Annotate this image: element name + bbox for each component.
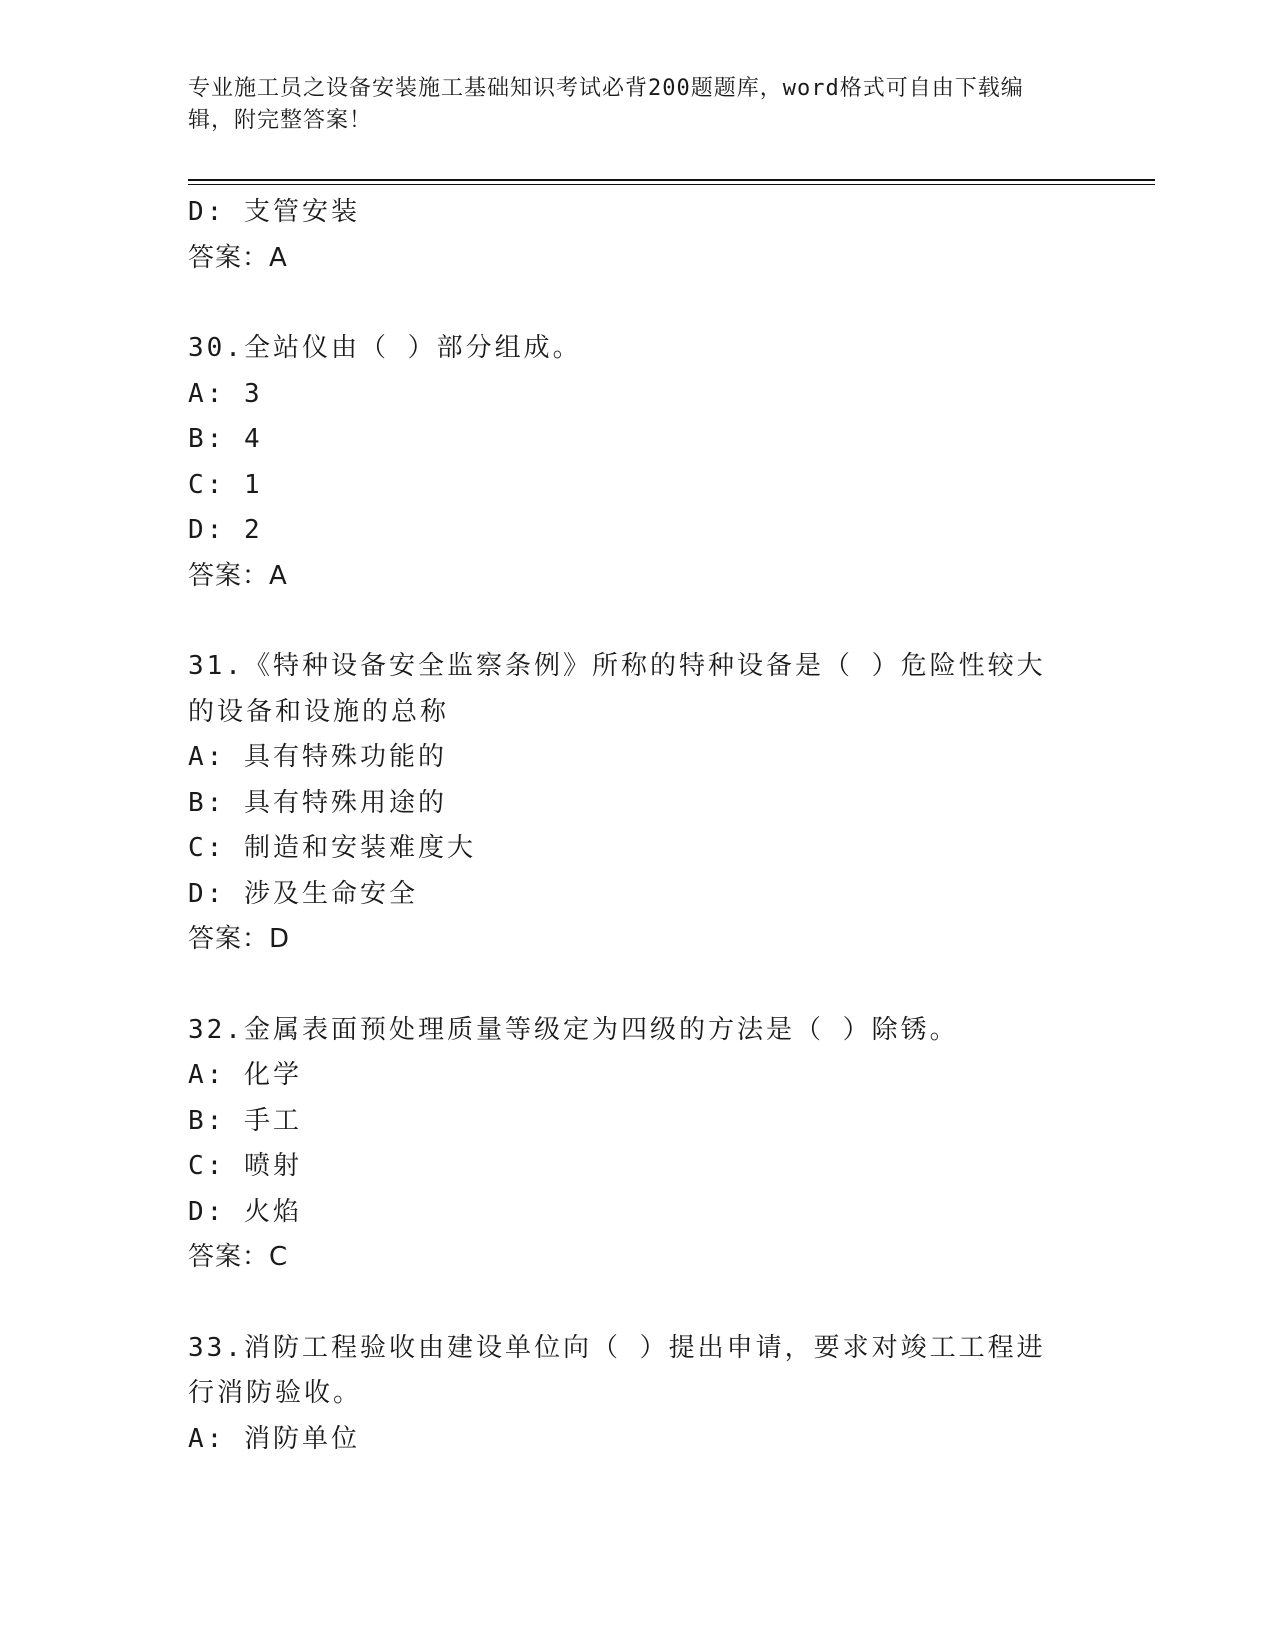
option-b: B: 具有特殊用途的 [188, 787, 447, 818]
question-list [188, 190, 1088, 1462]
option-a: A: 具有特殊功能的 [188, 742, 447, 772]
answer: 答案：A [188, 560, 288, 591]
option-c: C: 制造和安装难度大 [188, 833, 476, 863]
question-32: 32.金属表面预处理质量等级定为四级的方法是（ ）除锈。 [188, 1014, 959, 1045]
option-a: A: 3 [188, 378, 263, 409]
header-divider [188, 179, 1155, 181]
option-d: D: 支管安装 [188, 197, 360, 227]
option-a: A: 化学 [188, 1060, 302, 1090]
option-d: D: 2 [188, 515, 263, 545]
option-b: B: 4 [188, 424, 263, 454]
document-header: 专业施工员之设备安装施工基础知识考试必背200题题库，word格式可自由下载编辑，附完整答案！ [188, 76, 1024, 133]
option-c: C: 1 [188, 469, 263, 500]
option-c: C: 喷射 [188, 1151, 302, 1181]
option-b: B: 手工 [188, 1105, 302, 1136]
header-divider-thin [188, 184, 1155, 185]
question-31: 31.《特种设备安全监察条例》所称的特种设备是（ ）危险性较大的设备和设施的总称 [188, 651, 1046, 727]
question-33: 33.消防工程验收由建设单位向（ ）提出申请，要求对竣工工程进行消防验收。 [188, 1332, 1046, 1408]
option-d: D: 涉及生命安全 [188, 878, 418, 909]
answer: 答案：D [188, 924, 291, 954]
answer: 答案：C [188, 1242, 289, 1272]
option-a: A: 消防单位 [188, 1423, 360, 1454]
option-d: D: 火焰 [188, 1196, 302, 1227]
question-30: 30.全站仪由（ ）部分组成。 [188, 333, 582, 363]
answer: 答案：A [188, 242, 288, 273]
